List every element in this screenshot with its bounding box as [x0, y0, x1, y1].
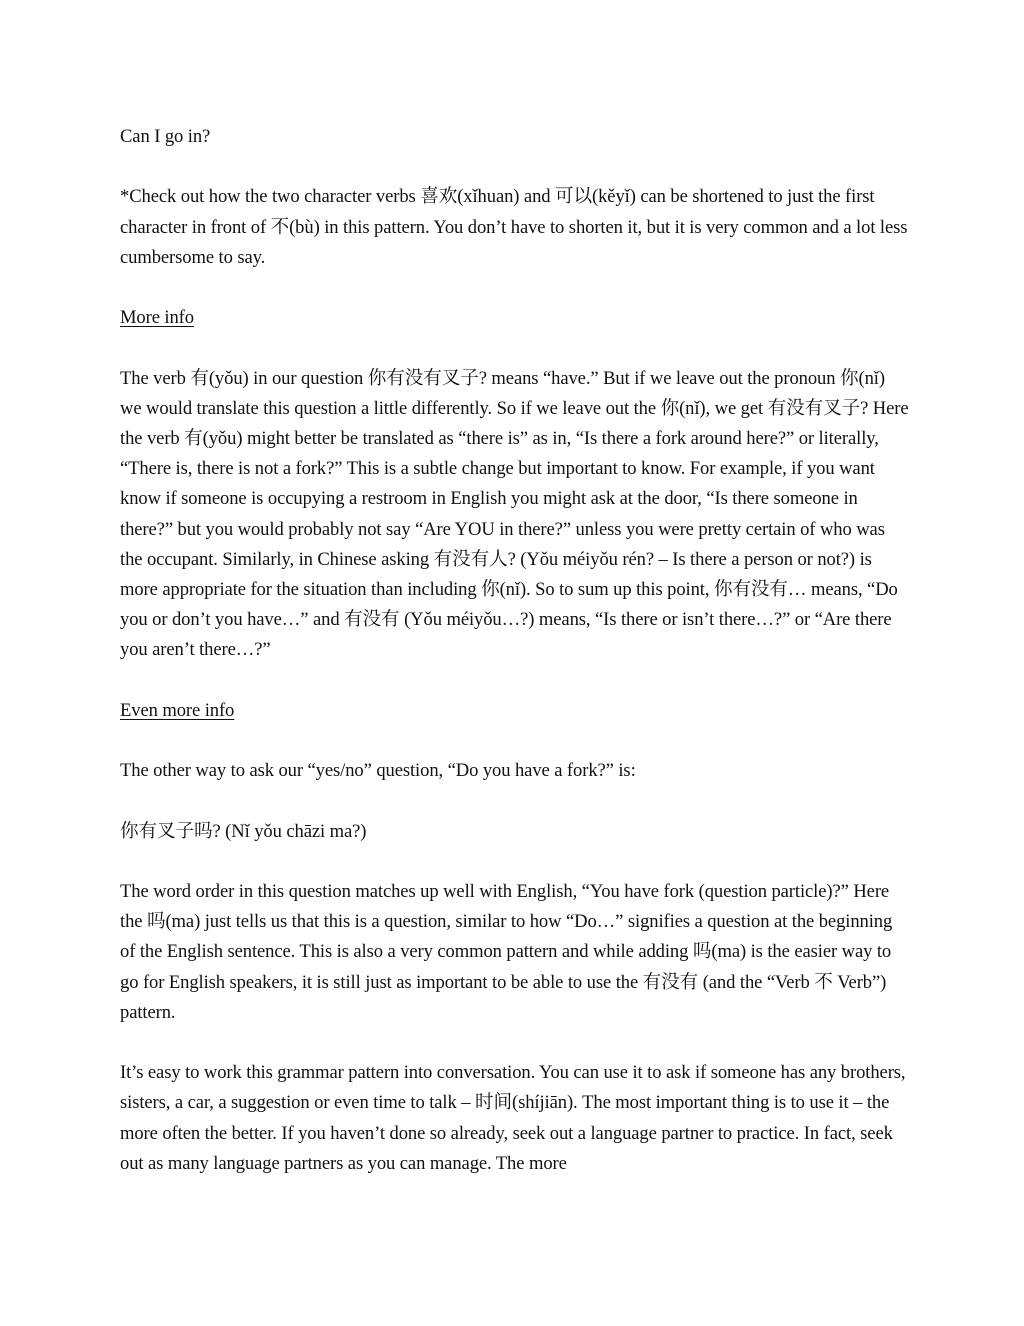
even-more-info-heading [120, 696, 910, 726]
more-info-paragraph: The verb 有(yǒu) in our question 你有没有叉子? means “have.” But if we leave out the pronoun 你(nǐ) we would translate this question a little differently. So if we leave out the 你(nǐ), we get 有没有叉子? Here the verb 有(yǒu) might better be translated as “there is” as in, “Is there a fork around here?” or literally, “There is, there is not a fork?” This is a subtle change but important to know. For example, if you want know if someone is occupying a restroom in English you might ask at the door, “Is there someone in there?” but you would probably not say “Are YOU in there?” unless you were pretty certain of who was the occupant. Similarly, in Chinese asking 有没有人? (Yǒu méiyǒu rén? – Is there a person or not?) is more appropriate for the situation than including 你(nǐ). So to sum up this point, 你有没有… means, “Do you or don’t you have…” and 有没有 (Yǒu méiyǒu…?) means, “Is there or isn’t there…?” or “Are there you aren’t there…?” [120, 367, 909, 661]
intro-line: Can I go in? [120, 126, 211, 147]
even-more-info-heading-text: Even more info [120, 699, 235, 721]
note-paragraph: *Check out how the two character verbs 喜欢(xǐhuan) and 可以(kěyǐ) can be shortened to just the first character in front of 不(bù) in this pattern. You don’t have to shorten it, but it is very common and a lot less cumbersome to say. [120, 186, 908, 268]
other-way-paragraph: The other way to ask our “yes/no” question, “Do you have a fork?” is: [120, 760, 636, 782]
document-page [120, 122, 910, 1209]
more-info-heading-text: More info [120, 307, 194, 329]
more-info-heading [120, 303, 910, 333]
conversation-paragraph: It’s easy to work this grammar pattern into conversation. You can use it to ask if someone has any brothers, sisters, a car, a suggestion or even time to talk – 时间(shíjiān). The most important thing is to use it – the more often the better. If you haven’t done so already, seek out a language partner to practice. In fact, seek out as many language partners as you can manage. The more [120, 1062, 906, 1174]
example-sentence: 你有叉子吗? (Nǐ yǒu chāzi ma?) [120, 820, 367, 842]
word-order-paragraph: The word order in this question matches up well with English, “You have fork (question particle)?” Here the 吗(ma) just tells us that this is a question, similar to how “Do…” signifies a question at the beginning of the English sentence. This is also a very common pattern and while adding 吗(ma) is the easier way to go for English speakers, it is still just as important to be able to use the 有没有 (and the “Verb 不 Verb”) pattern. [120, 880, 893, 1023]
